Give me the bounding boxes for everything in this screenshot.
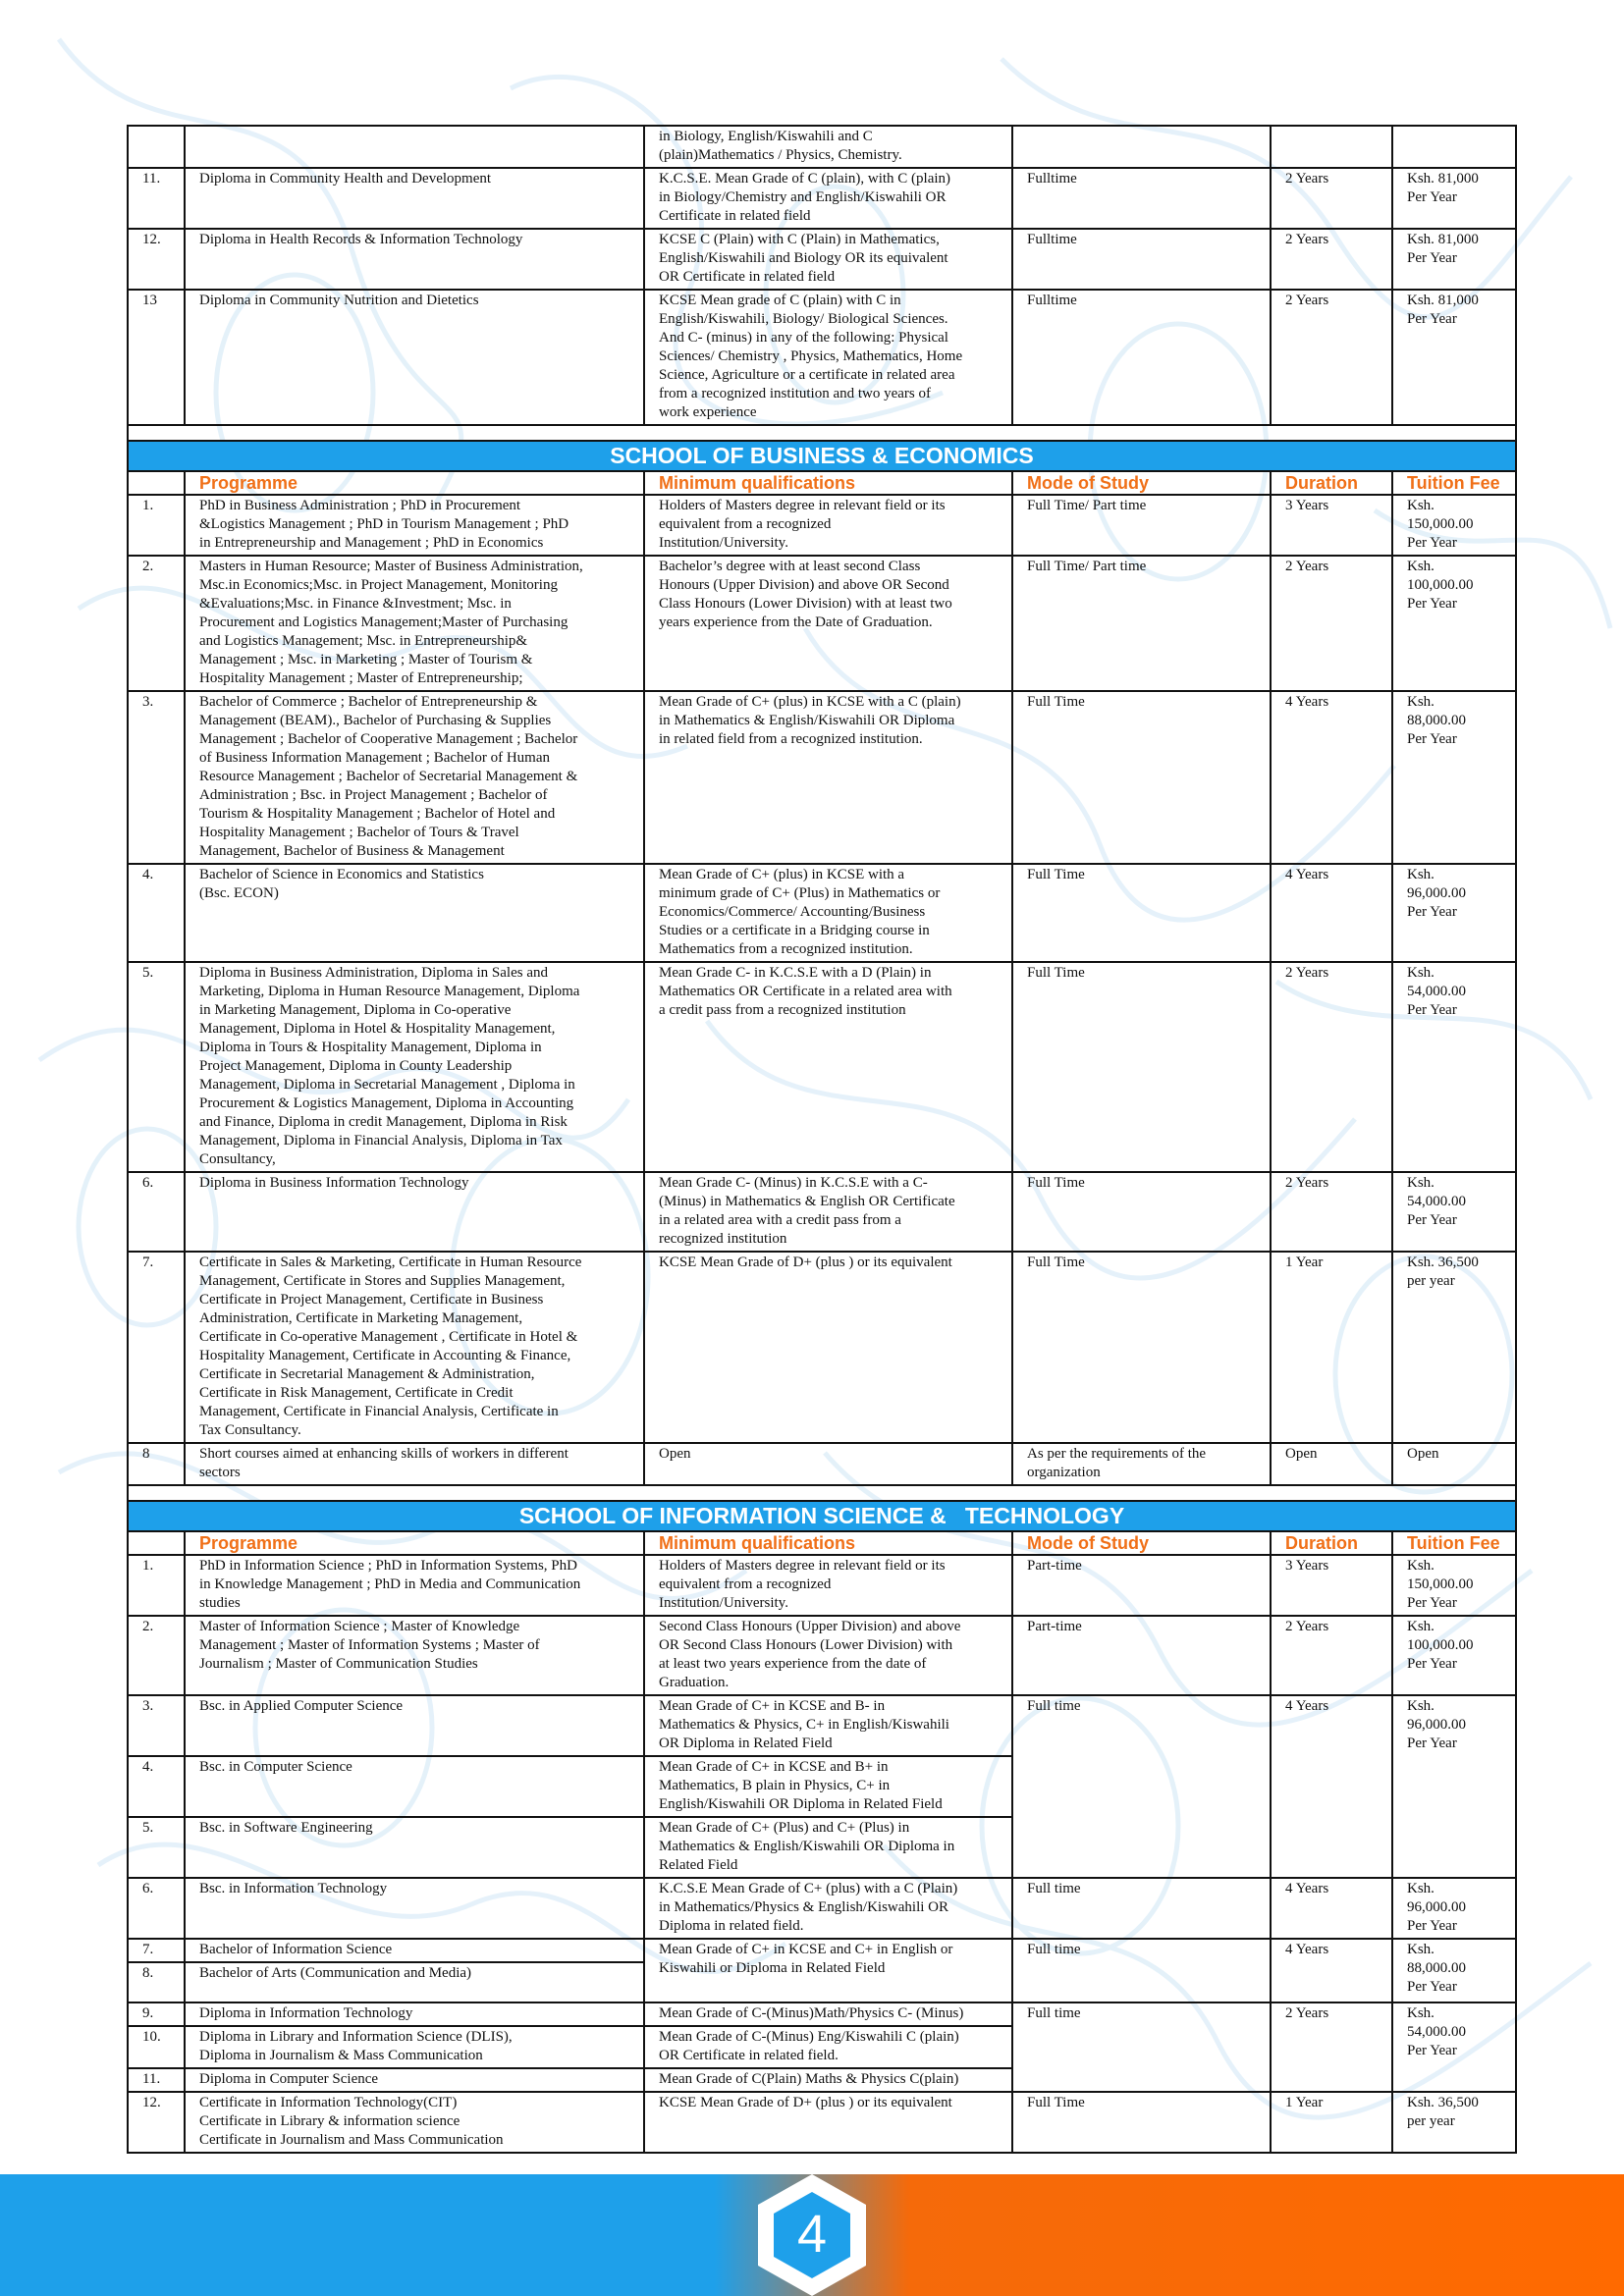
duration-cell: 3 Years: [1271, 1555, 1392, 1616]
row-number: 4.: [128, 1756, 185, 1817]
duration-cell: 1 Year: [1271, 1252, 1392, 1443]
programme-cell: Master of Information Science ; Master of Knowledge Management ; Master of Information Systems ; Master of Journalism ; Master of Communication Studies: [185, 1616, 644, 1695]
table-row: [128, 1695, 1516, 1756]
fee-cell: Ksh. 150,000.00 Per Year: [1392, 495, 1516, 556]
table-row: [128, 1878, 1516, 1939]
duration-cell: [1271, 126, 1392, 168]
section-title: SCHOOL OF INFORMATION SCIENCE & TECHNOLOGY: [128, 1501, 1516, 1531]
fee-cell: Ksh. 36,500 per year: [1392, 1252, 1516, 1443]
header-row: [128, 1531, 1516, 1555]
header-number: [128, 1531, 185, 1555]
qualifications-cell: Mean Grade of C+ (Plus) and C+ (Plus) in Mathematics & English/Kiswahili OR Diploma in Related Field: [644, 1817, 1012, 1878]
programme-cell: [185, 126, 644, 168]
duration-cell: 2 Years: [1271, 556, 1392, 691]
row-number: 8: [128, 1443, 185, 1485]
header-row: [128, 471, 1516, 495]
duration-cell: Open: [1271, 1443, 1392, 1485]
mode-cell: Full time: [1012, 1878, 1271, 1939]
table-row: [128, 2092, 1516, 2153]
section-title: SCHOOL OF BUSINESS & ECONOMICS: [128, 441, 1516, 471]
fee-cell: Ksh. 88,000.00 Per Year: [1392, 691, 1516, 864]
duration-cell: 2 Years: [1271, 1172, 1392, 1252]
programme-cell: Short courses aimed at enhancing skills of workers in different sectors: [185, 1443, 644, 1485]
qualifications-cell: KCSE Mean grade of C (plain) with C in English/Kiswahili, Biology/ Biological Sciences. And C- (minus) in any of the following: Physical Sciences/ Chemistry , Physics, Mathematics, Home Science, Agriculture or a certificate in related area from a recognized institution and two years of work experience: [644, 290, 1012, 425]
programme-cell: Bachelor of Information Science: [185, 1939, 644, 1962]
table-row: [128, 1616, 1516, 1695]
table-row: [128, 864, 1516, 962]
programme-cell: Bachelor of Science in Economics and Statistics (Bsc. ECON): [185, 864, 644, 962]
duration-cell: 2 Years: [1271, 962, 1392, 1172]
row-number: 7.: [128, 1939, 185, 1962]
qualifications-cell: in Biology, English/Kiswahili and C (plain)Mathematics / Physics, Chemistry.: [644, 126, 1012, 168]
table-row: [128, 691, 1516, 864]
qualifications-cell: KCSE Mean Grade of D+ (plus ) or its equivalent: [644, 1252, 1012, 1443]
table-row: [128, 168, 1516, 229]
duration-cell: 1 Year: [1271, 2092, 1392, 2153]
duration-cell: 4 Years: [1271, 864, 1392, 962]
mode-cell: Full Time: [1012, 864, 1271, 962]
table-row: [128, 1252, 1516, 1443]
section-band: [128, 1501, 1516, 1531]
mode-cell: Full Time: [1012, 691, 1271, 864]
programme-cell: Diploma in Library and Information Science (DLIS), Diploma in Journalism & Mass Communication: [185, 2026, 644, 2068]
mode-cell: Full Time: [1012, 962, 1271, 1172]
programme-cell: Bachelor of Commerce ; Bachelor of Entrepreneurship & Management (BEAM)., Bachelor of Purchasing & Supplies Management ; Bachelor of Cooperative Management ; Bachelor of Business Information Management ; Bachelor of Human Resource Management ; Bachelor of Secretarial Management & Administration ; Bsc. in Project Management ; Bachelor of Tourism & Hospitality Management ; Bachelor of Hotel and Hospitality Management ; Bachelor of Tours & Travel Management, Bachelor of Business & Management: [185, 691, 644, 864]
programme-cell: Masters in Human Resource; Master of Business Administration, Msc.in Economics;Msc. in Project Management, Monitoring &Evaluations;Msc. in Finance &Investment; Msc. in Procurement and Logistics Management;Master of Purchasing and Logistics Management; Msc. in Entrepreneurship& Management ; Msc. in Marketing ; Master of Tourism & Hospitality Management ; Master of Entrepreneurship;: [185, 556, 644, 691]
fee-cell: Ksh. 81,000 Per Year: [1392, 290, 1516, 425]
row-number: 5.: [128, 962, 185, 1172]
qualifications-cell: Mean Grade C- in K.C.S.E with a D (Plain) in Mathematics OR Certificate in a related area with a credit pass from a recognized institution: [644, 962, 1012, 1172]
row-number: 1.: [128, 1555, 185, 1616]
header-programme: Programme: [185, 1531, 644, 1555]
table-row: [128, 495, 1516, 556]
mode-cell: Part-time: [1012, 1616, 1271, 1695]
programme-cell: PhD in Information Science ; PhD in Information Systems, PhD in Knowledge Management ; PhD in Media and Communication studies: [185, 1555, 644, 1616]
programme-cell: Bsc. in Information Technology: [185, 1878, 644, 1939]
header-fee: Tuition Fee: [1392, 471, 1516, 495]
mode-cell: Fulltime: [1012, 290, 1271, 425]
header-duration: Duration: [1271, 471, 1392, 495]
page-number-badge: [756, 2174, 868, 2296]
fee-cell: Ksh. 54,000.00 Per Year: [1392, 962, 1516, 1172]
mode-cell: Full time: [1012, 1695, 1271, 1878]
qualifications-cell: Bachelor’s degree with at least second Class Honours (Upper Division) and above OR Second Class Honours (Lower Division) with at least two years experience from the Date of Graduation.: [644, 556, 1012, 691]
qualifications-cell: Holders of Masters degree in relevant field or its equivalent from a recognized Institution/University.: [644, 495, 1012, 556]
programme-cell: Diploma in Business Administration, Diploma in Sales and Marketing, Diploma in Human Resource Management, Diploma in Marketing Management, Diploma in Co-operative Management, Diploma in Hotel & Hospitality Management, Diploma in Tours & Hospitality Management, Diploma in Project Management, Diploma in County Leadership Management, Diploma in Secretarial Management , Diploma in Procurement & Logistics Management, Diploma in Accounting and Finance, Diploma in credit Management, Diploma in Risk Management, Diploma in Financial Analysis, Diploma in Tax Consultancy,: [185, 962, 644, 1172]
row-number: 2.: [128, 556, 185, 691]
programme-cell: Certificate in Sales & Marketing, Certificate in Human Resource Management, Certificate in Stores and Supplies Management, Certificate in Project Management, Certificate in Business Administration, Certificate in Marketing Management, Certificate in Co-operative Management , Certificate in Hotel & Hospitality Management, Certificate in Accounting & Finance, Certificate in Secretarial Management & Administration, Certificate in Risk Management, Certificate in Credit Management, Certificate in Financial Analysis, Certificate in Tax Consultancy.: [185, 1252, 644, 1443]
row-number: 3.: [128, 691, 185, 864]
qualifications-cell: K.C.S.E. Mean Grade of C (plain), with C (plain) in Biology/Chemistry and English/Kiswahili OR Certificate in related field: [644, 168, 1012, 229]
row-number: 12.: [128, 229, 185, 290]
mode-cell: Full time: [1012, 1939, 1271, 2002]
qualifications-cell: Mean Grade of C-(Minus) Eng/Kiswahili C (plain) OR Certificate in related field.: [644, 2026, 1012, 2068]
row-number: 12.: [128, 2092, 185, 2153]
table-row: [128, 229, 1516, 290]
duration-cell: 2 Years: [1271, 1616, 1392, 1695]
section-band: [128, 441, 1516, 471]
mode-cell: Full Time: [1012, 1252, 1271, 1443]
programme-cell: Bsc. in Software Engineering: [185, 1817, 644, 1878]
fee-cell: Ksh. 96,000.00 Per Year: [1392, 1695, 1516, 1878]
duration-cell: 4 Years: [1271, 1878, 1392, 1939]
header-fee: Tuition Fee: [1392, 1531, 1516, 1555]
qualifications-cell: Open: [644, 1443, 1012, 1485]
table-row: [128, 126, 1516, 168]
fee-cell: Ksh. 150,000.00 Per Year: [1392, 1555, 1516, 1616]
row-number: 1.: [128, 495, 185, 556]
fee-cell: Ksh. 81,000 Per Year: [1392, 168, 1516, 229]
header-programme: Programme: [185, 471, 644, 495]
qualifications-cell: Mean Grade of C+ in KCSE and C+ in English or Kiswahili or Diploma in Related Field: [644, 1939, 1012, 2002]
qualifications-cell: Mean Grade of C+ (plus) in KCSE with a minimum grade of C+ (Plus) in Mathematics or Economics/Commerce/ Accounting/Business Studies or a certificate in a Bridging course in Mathematics from a recognized institution.: [644, 864, 1012, 962]
qualifications-cell: KCSE C (Plain) with C (Plain) in Mathematics, English/Kiswahili and Biology OR its equivalent OR Certificate in related field: [644, 229, 1012, 290]
qualifications-cell: Mean Grade C- (Minus) in K.C.S.E with a C- (Minus) in Mathematics & English OR Certificate in a related area with a credit pass from a recognized institution: [644, 1172, 1012, 1252]
qualifications-cell: Mean Grade of C+ (plus) in KCSE with a C (plain) in Mathematics & English/Kiswahili OR Diploma in related field from a recognized institution.: [644, 691, 1012, 864]
duration-cell: 4 Years: [1271, 1939, 1392, 2002]
mode-cell: Part-time: [1012, 1555, 1271, 1616]
programme-cell: Diploma in Information Technology: [185, 2002, 644, 2026]
duration-cell: 2 Years: [1271, 290, 1392, 425]
table-row: [128, 1555, 1516, 1616]
row-number: 9.: [128, 2002, 185, 2026]
programme-cell: Diploma in Health Records & Information Technology: [185, 229, 644, 290]
header-number: [128, 471, 185, 495]
row-number: 6.: [128, 1878, 185, 1939]
programme-cell: Certificate in Information Technology(CIT) Certificate in Library & information science Certificate in Journalism and Mass Communication: [185, 2092, 644, 2153]
mode-cell: Full Time: [1012, 1172, 1271, 1252]
qualifications-cell: K.C.S.E Mean Grade of C+ (plus) with a C (Plain) in Mathematics/Physics & English/Kiswahili OR Diploma in related field.: [644, 1878, 1012, 1939]
header-mode: Mode of Study: [1012, 1531, 1271, 1555]
qualifications-cell: Mean Grade of C+ in KCSE and B+ in Mathematics, B plain in Physics, C+ in English/Kiswahili OR Diploma in Related Field: [644, 1756, 1012, 1817]
fee-cell: Ksh. 100,000.00 Per Year: [1392, 1616, 1516, 1695]
spacer-row: [128, 1485, 1516, 1501]
header-duration: Duration: [1271, 1531, 1392, 1555]
table-row: [128, 290, 1516, 425]
table-row: [128, 1443, 1516, 1485]
duration-cell: 4 Years: [1271, 691, 1392, 864]
fee-cell: Ksh. 36,500 per year: [1392, 2092, 1516, 2153]
row-number: 3.: [128, 1695, 185, 1756]
mode-cell: [1012, 126, 1271, 168]
duration-cell: 2 Years: [1271, 229, 1392, 290]
duration-cell: 2 Years: [1271, 168, 1392, 229]
spacer-row: [128, 425, 1516, 441]
fee-cell: Ksh. 54,000.00 Per Year: [1392, 2002, 1516, 2092]
row-number: 11.: [128, 2068, 185, 2092]
fee-cell: Open: [1392, 1443, 1516, 1485]
row-number: 10.: [128, 2026, 185, 2068]
fee-cell: Ksh. 54,000.00 Per Year: [1392, 1172, 1516, 1252]
programme-cell: Bachelor of Arts (Communication and Media): [185, 1962, 644, 2002]
row-number: 4.: [128, 864, 185, 962]
row-number: 6.: [128, 1172, 185, 1252]
programme-cell: Bsc. in Applied Computer Science: [185, 1695, 644, 1756]
mode-cell: As per the requirements of the organization: [1012, 1443, 1271, 1485]
table-row: [128, 556, 1516, 691]
mode-cell: Fulltime: [1012, 229, 1271, 290]
mode-cell: Full Time: [1012, 2092, 1271, 2153]
qualifications-cell: Mean Grade of C(Plain) Maths & Physics C(plain): [644, 2068, 1012, 2092]
table-row: [128, 2002, 1516, 2026]
programme-cell: Diploma in Computer Science: [185, 2068, 644, 2092]
duration-cell: 2 Years: [1271, 2002, 1392, 2092]
duration-cell: 4 Years: [1271, 1695, 1392, 1878]
programme-cell: PhD in Business Administration ; PhD in Procurement &Logistics Management ; PhD in Tourism Management ; PhD in Entrepreneurship and Management ; PhD in Economics: [185, 495, 644, 556]
fee-cell: Ksh. 81,000 Per Year: [1392, 229, 1516, 290]
mode-cell: Fulltime: [1012, 168, 1271, 229]
table-row: [128, 1172, 1516, 1252]
header-mode: Mode of Study: [1012, 471, 1271, 495]
page-footer: [0, 2174, 1624, 2296]
fee-cell: Ksh. 100,000.00 Per Year: [1392, 556, 1516, 691]
fee-cell: Ksh. 96,000.00 Per Year: [1392, 864, 1516, 962]
fee-cell: [1392, 126, 1516, 168]
programme-cell: Diploma in Community Nutrition and Dietetics: [185, 290, 644, 425]
row-number: 2.: [128, 1616, 185, 1695]
header-qualifications: Minimum qualifications: [644, 1531, 1012, 1555]
header-qualifications: Minimum qualifications: [644, 471, 1012, 495]
programmes-table: [127, 125, 1517, 2154]
qualifications-cell: Mean Grade of C+ in KCSE and B- in Mathematics & Physics, C+ in English/Kiswahili OR Diploma in Related Field: [644, 1695, 1012, 1756]
mode-cell: Full Time/ Part time: [1012, 495, 1271, 556]
fee-cell: Ksh. 88,000.00 Per Year: [1392, 1939, 1516, 2002]
programme-cell: Diploma in Business Information Technology: [185, 1172, 644, 1252]
table-row: [128, 1939, 1516, 1962]
qualifications-cell: Mean Grade of C-(Minus)Math/Physics C- (Minus): [644, 2002, 1012, 2026]
table-row: [128, 962, 1516, 1172]
page-number: 4: [796, 2205, 828, 2264]
row-number: 8.: [128, 1962, 185, 2002]
row-number: 7.: [128, 1252, 185, 1443]
duration-cell: 3 Years: [1271, 495, 1392, 556]
programme-cell: Bsc. in Computer Science: [185, 1756, 644, 1817]
mode-cell: Full Time/ Part time: [1012, 556, 1271, 691]
row-number: 5.: [128, 1817, 185, 1878]
row-number: 13: [128, 290, 185, 425]
row-number: [128, 126, 185, 168]
qualifications-cell: KCSE Mean Grade of D+ (plus ) or its equivalent: [644, 2092, 1012, 2153]
row-number: 11.: [128, 168, 185, 229]
programmes-sheet: [127, 125, 1515, 2154]
mode-cell: Full time: [1012, 2002, 1271, 2092]
qualifications-cell: Second Class Honours (Upper Division) and above OR Second Class Honours (Lower Division) with at least two years experience from the date of Graduation.: [644, 1616, 1012, 1695]
fee-cell: Ksh. 96,000.00 Per Year: [1392, 1878, 1516, 1939]
programme-cell: Diploma in Community Health and Development: [185, 168, 644, 229]
qualifications-cell: Holders of Masters degree in relevant field or its equivalent from a recognized Institution/University.: [644, 1555, 1012, 1616]
